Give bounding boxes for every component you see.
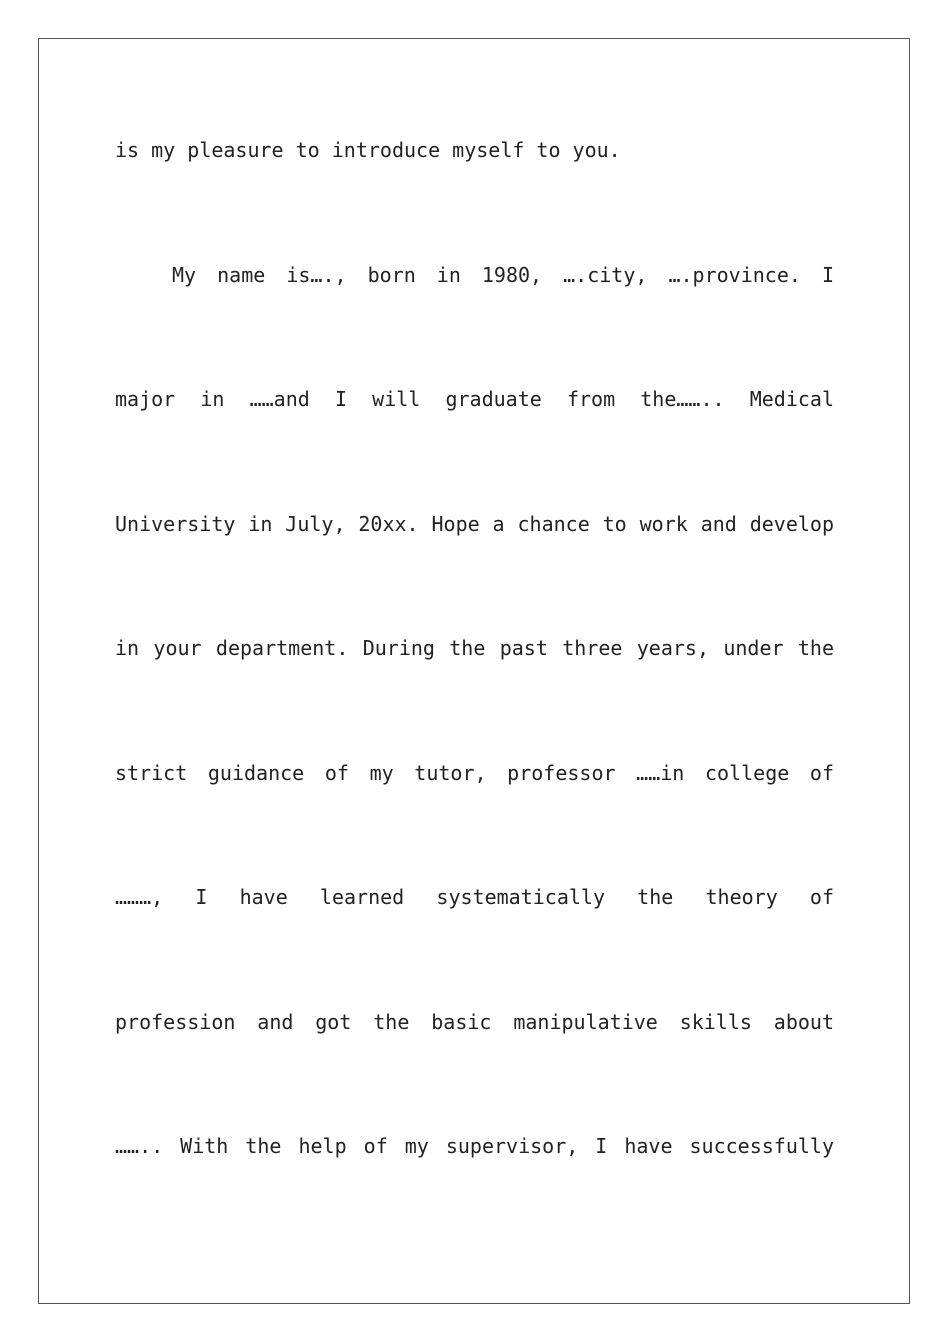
text-line-4: University in July, 20xx. Hope a chance to work and develop — [115, 512, 834, 536]
text-line-2: My name is…., born in 1980, ….city, ….province. I — [172, 263, 834, 287]
text-line-9: …….. With the help of my supervisor, I have successfully — [115, 1134, 834, 1158]
page-frame — [38, 38, 910, 1304]
text-line-5: in your department. During the past three years, under the — [115, 636, 834, 660]
text-line-3: major in ……and I will graduate from the…….. Medical — [115, 387, 834, 411]
text-line-1: is my pleasure to introduce myself to you. — [115, 138, 621, 162]
text-line-8: profession and got the basic manipulative skills about — [115, 1010, 834, 1034]
text-line-6: strict guidance of my tutor, professor ……in college of — [115, 761, 834, 785]
text-line-7: ………, I have learned systematically the theory of — [115, 885, 834, 909]
